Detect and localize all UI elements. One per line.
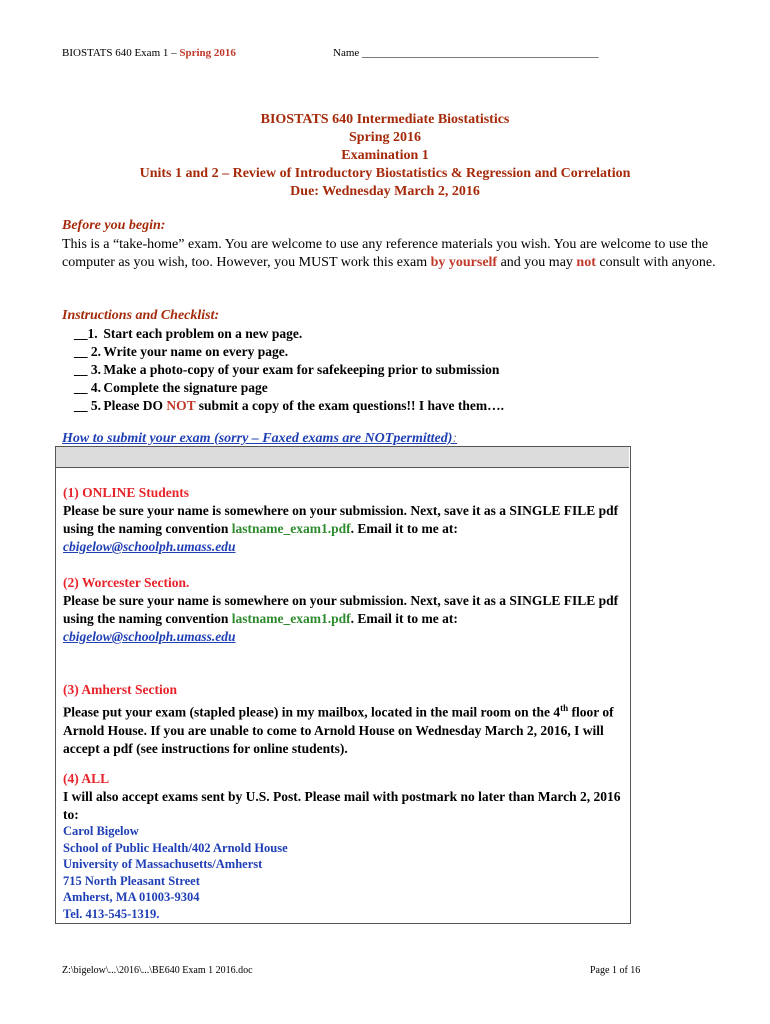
checklist-item [74,326,302,342]
address-line: University of Massachusetts/Amherst [63,857,263,871]
online-email-link[interactable]: cbigelow@schoolph.umass.edu [63,539,236,554]
before-text-1: This is a “take-home” exam. You are welcome to use any reference materials you wish. You are welcome to use the computer as you wish, too. However, you MUST work this exam [62,237,709,270]
before-emph-2: not [576,255,596,270]
checklist-item [74,380,268,396]
checklist-text-red: NOT [166,398,196,413]
document-title [0,111,770,201]
header-term: Spring 2016 [179,47,236,59]
address-line: Carol Bigelow [63,824,139,838]
title-line-5: Due: Wednesday March 2, 2016 [290,184,480,199]
before-paragraph [62,236,722,272]
online-filename: lastname_exam1.pdf [231,521,351,536]
submit-table-header-row [56,447,629,468]
all-section [63,770,628,824]
title-line-4: Units 1 and 2 – Review of Introductory Biostatistics & Regression and Correlation [139,166,631,181]
amherst-section [63,681,628,758]
before-text-2: and you may [497,255,577,270]
amherst-text-2: floor of Arnold House. If you are unable to come to Arnold House on Wednesday March 2, 2016, I will accept a pdf (see instructions for online students). [63,704,614,756]
checklist-text: Start each problem on a new page. [103,326,303,341]
online-section [63,484,628,556]
amherst-sup: th [560,703,569,713]
checklist-item [74,344,288,360]
online-body [63,502,628,556]
worcester-email-link[interactable]: cbigelow@schoolph.umass.edu [63,629,236,644]
all-text: I will also accept exams sent by U.S. Post. Please mail with postmark no later than March 2, 2016 to: [63,789,621,822]
submit-heading [62,431,457,447]
address-line: 715 North Pleasant Street [63,873,200,888]
online-title: (1) ONLINE Students [63,485,190,500]
before-emph-1: by yourself [430,255,498,270]
amherst-title: (3) Amherst Section [63,682,177,697]
mailing-address [63,823,463,922]
address-line: Tel. 413-545-1319. [63,906,160,921]
worcester-text-2: . Email it to me at: [350,611,458,626]
online-text-2: . Email it to me at: [350,521,458,536]
worcester-text-1: Please be sure your name is somewhere on your submission. Next, save it as a SINGLE FILE pdf using the naming convention [63,593,619,626]
checklist-text: Complete the signature page [103,380,268,395]
instructions-heading: Instructions and Checklist: [62,308,220,323]
checklist-box: __1. [74,326,98,341]
address-line: Amherst, MA 01003-9304 [63,890,200,904]
checklist-box: __ 4. [74,380,101,395]
checklist-text-b: submit a copy of the exam questions!! I have them…. [195,398,505,413]
checklist-text: Write your name on every page. [103,344,289,359]
footer-file-path: Z:\bigelow\...\2016\...\BE640 Exam 1 2016.doc [62,965,253,976]
title-line-3: Examination 1 [341,148,429,163]
amherst-text-1: Please put your exam (stapled please) in my mailbox, located in the mail room on the 4 [63,704,561,720]
before-heading: Before you begin: [62,218,166,233]
before-text-3: consult with anyone. [595,255,716,270]
checklist-text: Make a photo-copy of your exam for safekeeping prior to submission [103,362,500,377]
footer-page-number: Page 1 of 16 [590,965,641,976]
worcester-body [63,592,628,646]
worcester-title: (2) Worcester Section. [63,575,190,590]
submit-heading-tail: : [452,431,458,446]
checklist-box: __ 2. [74,344,101,359]
address-line: School of Public Health/402 Arnold House [63,840,288,855]
title-line-1: BIOSTATS 640 Intermediate Biostatistics [260,112,510,127]
checklist-text-a: Please DO [103,398,167,413]
checklist-box: __ 5. [74,398,101,413]
title-line-2: Spring 2016 [349,130,421,145]
checklist-item [74,398,504,414]
worcester-filename: lastname_exam1.pdf [231,611,351,626]
online-text-1: Please be sure your name is somewhere on your submission. Next, save it as a SINGLE FILE pdf using the naming convention [63,503,619,536]
amherst-body [63,699,628,758]
header-name-field: Name ___________________________________________ [333,47,599,59]
all-title: (4) ALL [63,771,110,786]
checklist-box: __ 3. [74,362,101,377]
submit-heading-text: How to submit your exam (sorry – Faxed exams are NOTpermitted) [62,431,453,446]
header-course [62,47,236,59]
checklist-item [74,362,499,378]
worcester-section [63,574,628,646]
header-course-text: BIOSTATS 640 Exam 1 – [62,47,180,59]
